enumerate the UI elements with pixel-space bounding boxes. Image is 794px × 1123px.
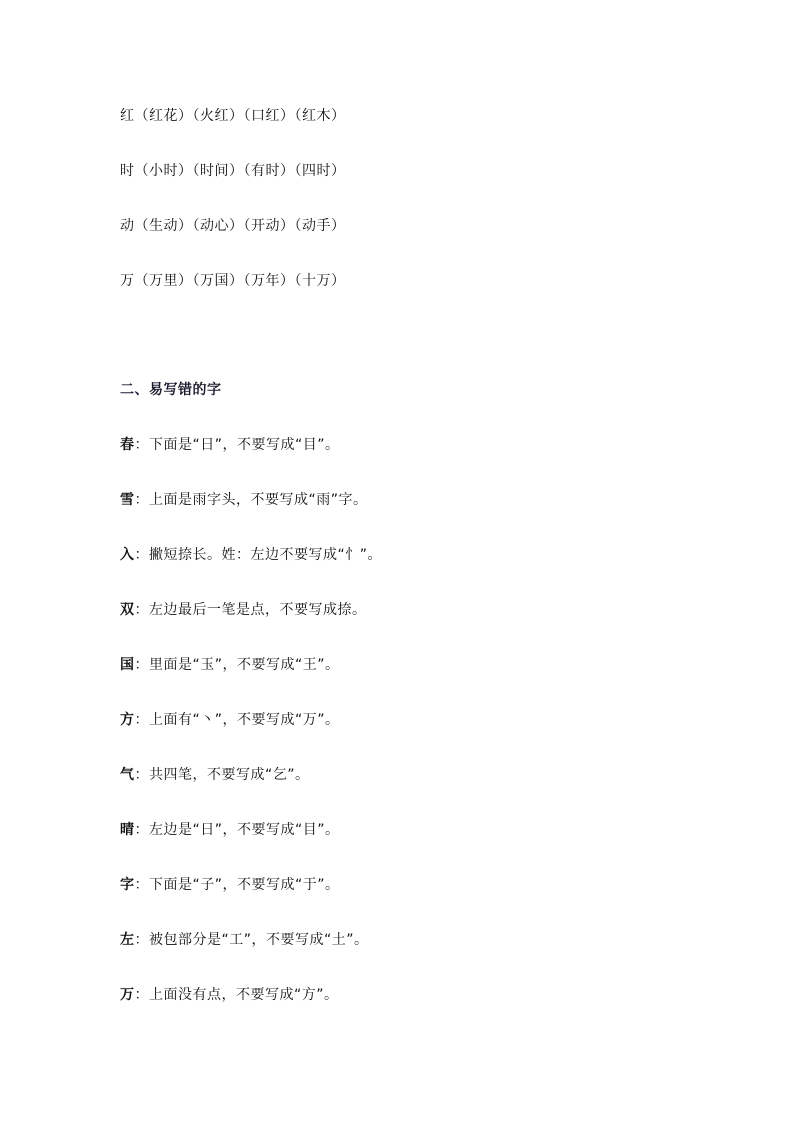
item-char: 气 — [120, 767, 135, 783]
item-char: 晴 — [120, 822, 135, 838]
list-item — [120, 435, 340, 455]
list-item — [120, 655, 340, 675]
item-char: 春 — [120, 437, 135, 453]
list-item — [120, 490, 368, 510]
item-text: ：撇短捺长。姓：左边不要写成“忄”。 — [134, 547, 383, 563]
item-text: ：下面是“日”，不要写成“目”。 — [134, 437, 340, 453]
item-char: 双 — [120, 602, 135, 618]
item-text: ：共四笔，不要写成“乞”。 — [134, 767, 310, 783]
item-char: 万 — [120, 987, 135, 1003]
list-item — [120, 600, 367, 620]
word-group-line: 红（红花）（火红）（口红）（红木） — [120, 108, 346, 124]
item-text: ：左边最后一笔是点，不要写成捺。 — [134, 602, 367, 618]
item-text: ：上面是雨字头，不要写成“雨”字。 — [134, 492, 368, 508]
item-text: ：被包部分是“工”，不要写成“土”。 — [134, 932, 369, 948]
item-text: ：里面是“玉”，不要写成“王”。 — [134, 657, 340, 673]
list-item — [120, 545, 382, 565]
list-item — [120, 710, 340, 730]
item-text: ：左边是“日”，不要写成“目”。 — [134, 822, 340, 838]
item-char: 入 — [120, 547, 135, 563]
item-char: 国 — [120, 657, 135, 673]
item-char: 雪 — [120, 492, 135, 508]
word-group-line: 时（小时）（时间）（有时）（四时） — [120, 163, 346, 179]
item-text: ：上面没有点，不要写成“方”。 — [134, 987, 339, 1003]
item-text: ：下面是“子”，不要写成“于”。 — [134, 877, 340, 893]
item-char: 字 — [120, 877, 135, 893]
item-char: 左 — [120, 932, 135, 948]
word-group-line: 万（万里）（万国）（万年）（十万） — [120, 273, 346, 289]
list-item — [120, 820, 340, 840]
list-item — [120, 985, 339, 1005]
section-title: 二、易写错的字 — [120, 382, 222, 398]
item-text: ：上面有“丶”，不要写成“万”。 — [134, 712, 340, 728]
word-group-line: 动（生动）（动心）（开动）（动手） — [120, 218, 346, 234]
list-item — [120, 875, 340, 895]
item-char: 方 — [120, 712, 135, 728]
list-item — [120, 765, 310, 785]
list-item — [120, 930, 369, 950]
